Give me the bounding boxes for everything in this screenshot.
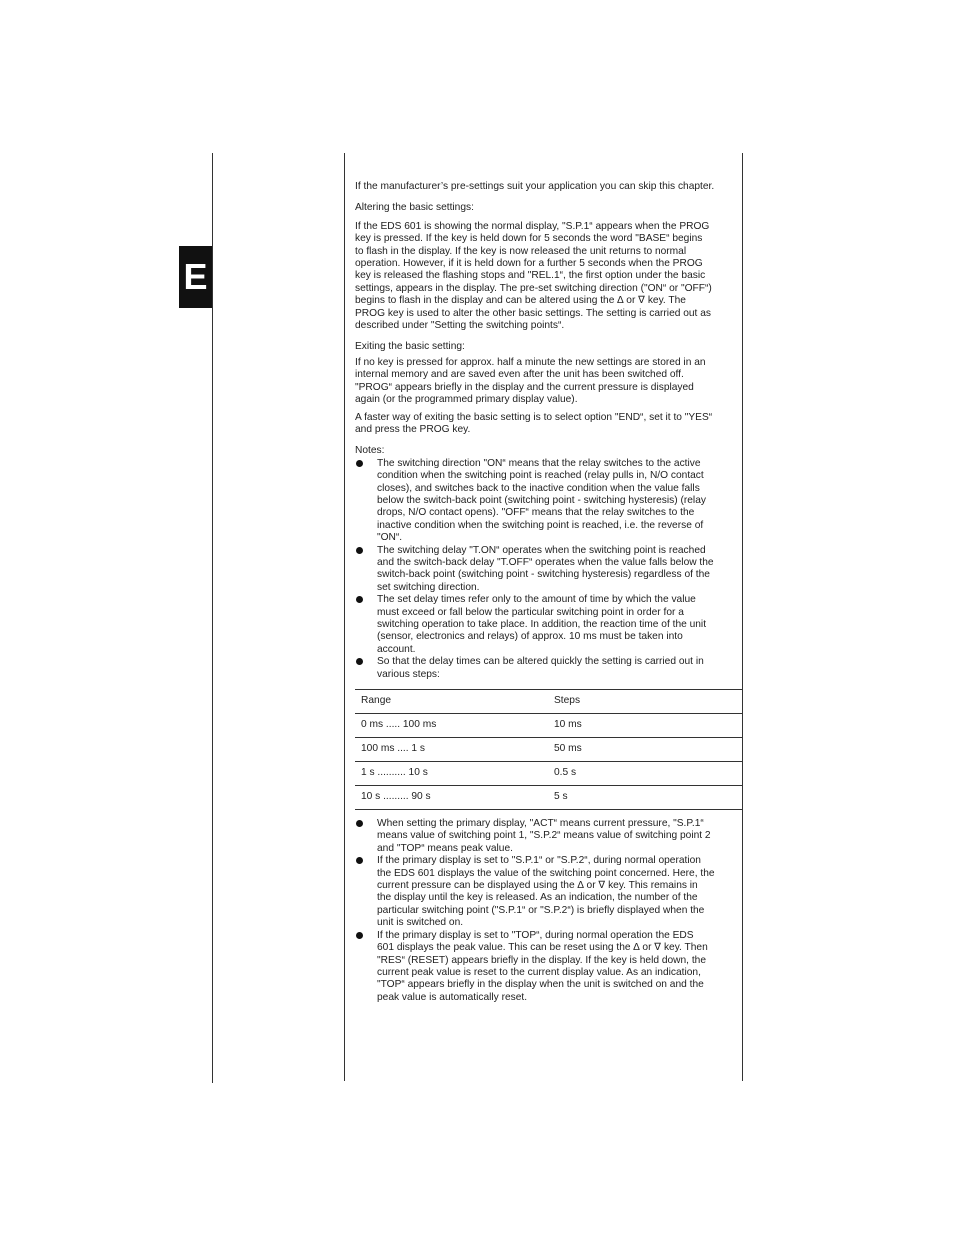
text-line: "TOP“ appears briefly in the display when the unit is switched on and the [377,979,704,991]
text-line: again (or the programmed primary display value). [355,394,578,406]
text-line: "ON“. [377,532,403,544]
text-line: switching operation to take place. In addition, the reaction time of the unit [377,619,707,630]
notes-heading: Notes: [355,445,385,457]
text-line: If no key is pressed for approx. half a minute the new settings are stored in an [355,356,706,368]
table-row [355,714,742,738]
text-line: particular switching point ("S.P.1“ or "S.P.2“) is briefly displayed when the [377,904,705,916]
text-line: various steps: [377,668,440,680]
text-line: peak value is automatically reset. [377,991,528,1003]
text-line: key is pressed. If the key is held down for 5 seconds the word "BASE“ begins [355,233,703,245]
table-row [355,738,742,762]
steps-cell: 10 ms [548,714,742,738]
text-line: "PROG“ appears briefly in the display and the current pressure is displayed [355,381,694,393]
manual-text-column [355,181,742,1004]
text-line: and press the PROG key. [355,423,471,435]
column-header-steps: Steps [548,690,742,714]
language-tab-letter: E [183,256,208,297]
column-left-rule [344,153,345,1081]
notes-list [355,458,742,681]
column-header-range: Range [355,690,548,714]
range-cell: 100 ms .... 1 s [355,738,548,762]
language-tab [179,246,212,308]
text-line: A faster way of exiting the basic setting is to select option "END“, set it to "YES“ [355,411,713,423]
text-line: the display until the key is released. As an indication, the number of the [377,892,698,904]
table-header-row [355,690,742,714]
text-line: settings, appears in the display. The pre-set switching direction ("ON“ or "OFF“) [355,282,712,294]
text-line: described under "Setting the switching points“. [355,320,565,332]
range-cell: 1 s .......... 10 s [355,762,548,786]
table-row [355,762,742,786]
display-notes-list [355,818,742,1004]
text-line: the EDS 601 displays the value of the switching point concerned. Here, the [377,867,715,879]
text-line: The switching direction "ON“ means that the relay switches to the active [377,457,701,469]
text-line: When setting the primary display, "ACT“ means current pressure, "S.P.1“ [377,818,704,830]
faster-exit-paragraph [355,412,742,437]
intro-paragraph: If the manufacturer’s pre-settings suit your application you can skip this chapter. [355,181,715,192]
text-line: The set delay times refer only to the amount of time by which the value [377,594,696,606]
text-line: and "TOP“ means peak value. [377,842,513,854]
steps-cell: 0.5 s [548,762,742,786]
text-line: PROG key is used to alter the other basic settings. The setting is carried out as [355,307,711,319]
list-item [355,458,742,545]
bullet-icon [356,547,363,554]
bullet-icon [356,857,363,864]
text-line: must exceed or fall below the particular switching point in order for a [377,606,684,618]
bullet-icon [356,596,363,603]
table-row [355,786,742,810]
range-cell: 0 ms ..... 100 ms [355,714,548,738]
bullet-icon [356,820,363,827]
page-left-rule [212,153,213,1083]
text-line: unit is switched on. [377,917,464,929]
list-item [355,930,742,1004]
text-line: current pressure can be displayed using the ∆ or ∇ key. This remains in [377,880,698,892]
altering-paragraph [355,221,742,333]
text-line: If the EDS 601 is showing the normal display, "S.P.1“ appears when the PROG [355,220,710,232]
text-line: switch-back point (switching point - switching hysteresis) regardless of the [377,569,710,581]
text-line: inactive condition when the switching point is reached, i.e. the reverse of [377,519,704,531]
text-line: condition when the switching point is reached (relay pulls in, N/O contact [377,470,704,482]
text-line: (sensor, electronics and relays) of approx. 10 ms must be taken into [377,631,683,643]
bullet-icon [356,932,363,939]
list-item [355,656,742,681]
exiting-paragraph [355,357,742,407]
text-line: account. [377,643,416,655]
text-line: operation. However, if it is held down for a further 5 seconds when the PROG [355,258,703,270]
bullet-icon [356,658,363,665]
text-line: current peak value is reset to the current display value. As an indication, [377,966,701,978]
text-line: and the switch-back delay "T.OFF“ operates when the value falls below the [377,556,714,568]
range-cell: 10 s ......... 90 s [355,786,548,810]
text-line: set switching direction. [377,581,480,593]
text-line: internal memory and are saved even after the unit has been switched off. [355,369,684,381]
delay-steps-table [355,689,742,810]
text-line: means value of switching point 1, "S.P.2“ means value of switching point 2 [377,830,711,842]
steps-cell: 5 s [548,786,742,810]
altering-heading: Altering the basic settings: [355,202,474,214]
list-item [355,545,742,595]
list-item [355,855,742,929]
text-line: The switching delay "T.ON“ operates when the switching point is reached [377,544,706,556]
text-line: below the switch-back point (switching point - switching hysteresis) (relay [377,494,706,506]
text-line: closes), and switches back to the inactive condition when the value falls [377,482,700,494]
steps-cell: 50 ms [548,738,742,762]
list-item [355,594,742,656]
bullet-icon [356,460,363,467]
text-line: If the primary display is set to "S.P.1“ or "S.P.2“, during normal operation [377,855,701,867]
text-line: 601 displays the peak value. This can be reset using the ∆ or ∇ key. Then [377,942,708,954]
text-line: to flash in the display. If the key is now released the unit returns to normal [355,245,687,257]
list-item [355,818,742,855]
text-line: drops, N/O contact opens). "OFF“ means that the relay switches to the [377,507,695,519]
text-line: If the primary display is set to "TOP“, during normal operation the EDS [377,929,694,941]
text-line: key is released the flashing stops and "REL.1“, the first option under the basic [355,270,706,282]
text-line: "RES“ (RESET) appears briefly in the display. If the key is held down, the [377,954,707,966]
text-line: So that the delay times can be altered quickly the setting is carried out in [377,656,704,668]
exiting-heading: Exiting the basic setting: [355,341,465,353]
column-right-rule [742,153,743,1081]
text-line: begins to flash in the display and can be altered using the ∆ or ∇ key. The [355,295,686,307]
